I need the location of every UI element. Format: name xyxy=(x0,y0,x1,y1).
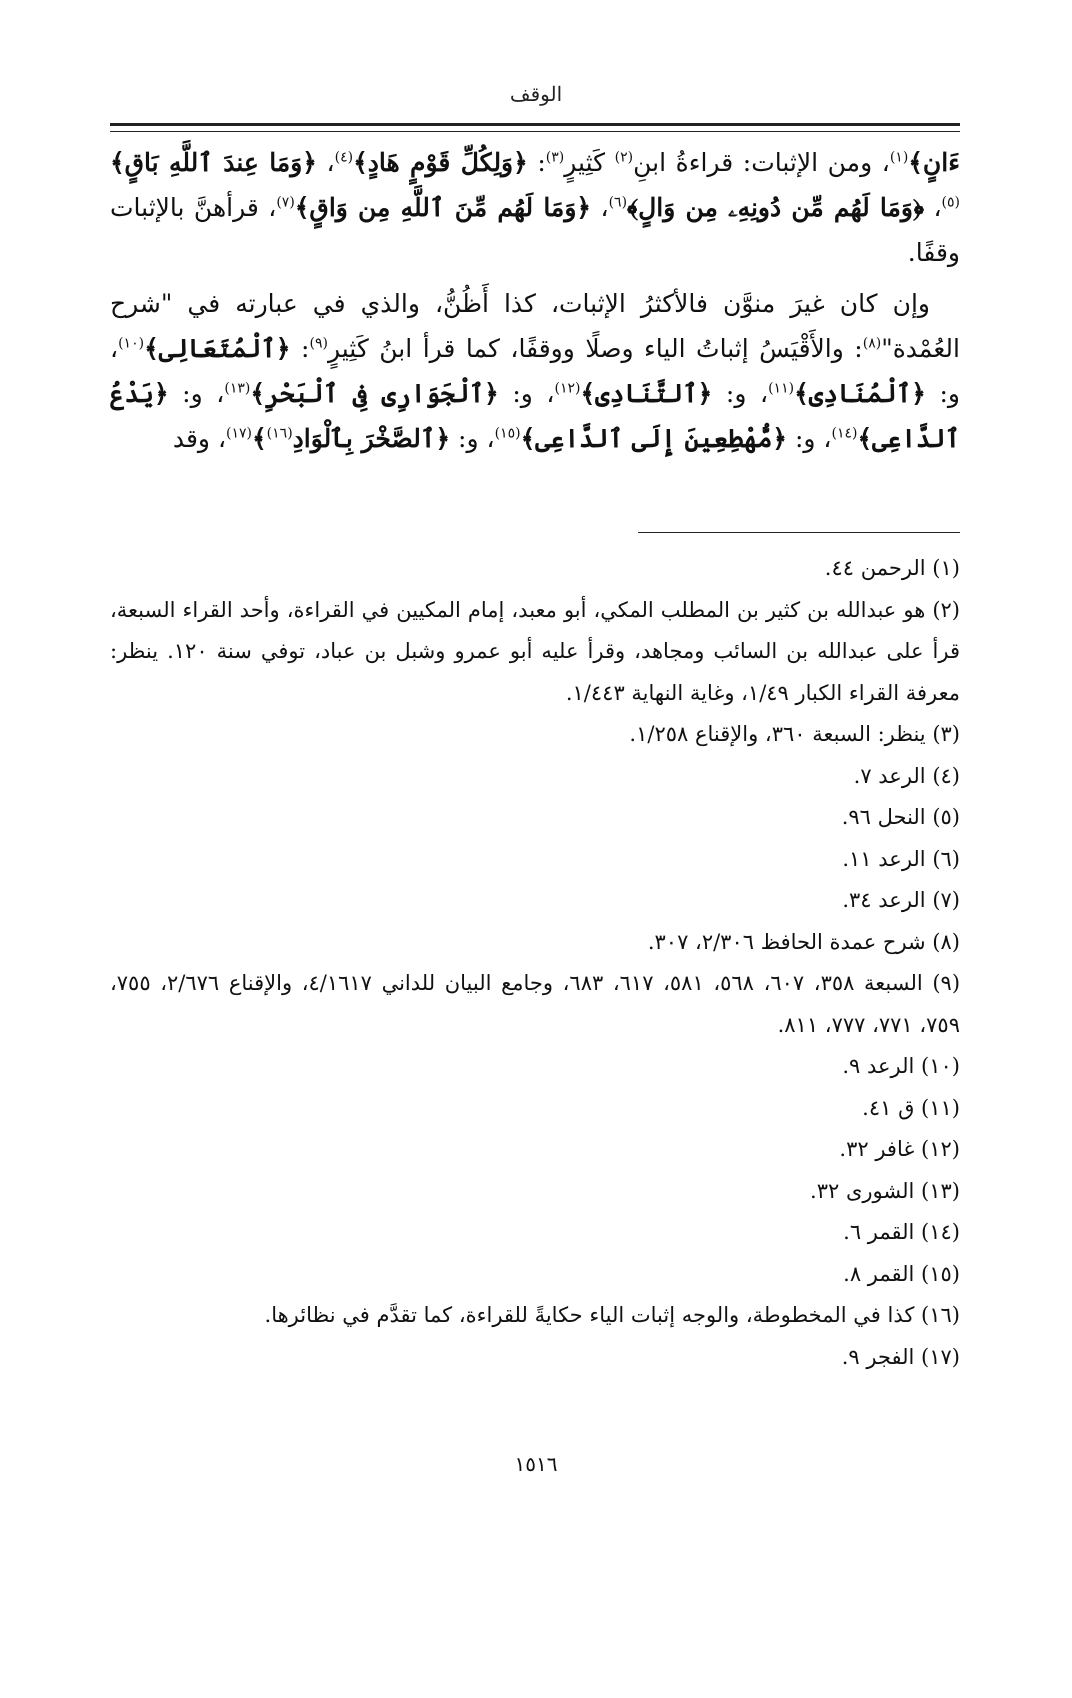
text-run: ، وقد xyxy=(172,424,227,453)
text-run: كَثِيرٍ xyxy=(564,148,615,177)
text-run: ، xyxy=(591,193,609,222)
footnote-ref: (٦) xyxy=(608,194,628,211)
quran-fragment: ءَانٍ﴾ xyxy=(908,148,960,177)
footnote-ref: (١٤) xyxy=(831,425,858,442)
footnote-ref: (٧) xyxy=(276,194,295,211)
footnote: (١٤) القمر ٦. xyxy=(843,1220,960,1244)
text-run: : xyxy=(527,148,546,177)
quran-quote: ﴿يَدْعُ ٱلدَّاعِى﴾ xyxy=(110,379,960,453)
footnote-ref: (١) xyxy=(889,149,909,166)
quran-quote: ﴿وَمَا لَهُم مِّنَ ٱللَّهِ مِن وَاقٍ﴾ xyxy=(294,193,592,222)
quran-bracket: ﴾ xyxy=(252,424,267,453)
footnote-ref: (١٣) xyxy=(224,380,251,397)
text-run: ، و: xyxy=(712,379,769,408)
text-run: ، قرأهنَّ بالإثبات وقفًا. xyxy=(110,193,960,267)
footnote: (٣) ينظر: السبعة ٣٦٠، والإقناع ١/٢٥٨. xyxy=(629,722,960,746)
footnote: (٦) الرعد ١١. xyxy=(842,846,960,871)
footnote: (١) الرحمن ٤٤. xyxy=(824,556,960,580)
paragraph-2 xyxy=(110,281,960,461)
footnote: (١١) ق ٤١. xyxy=(862,1095,960,1120)
quran-quote: ﴿ٱلصَّخْرَ بِٱلْوَادِ xyxy=(292,424,451,453)
footnote-ref: (٤) xyxy=(334,149,354,166)
footnote: (٩) السبعة ٣٥٨، ٦٠٧، ٥٦٨، ٥٨١، ٦١٧، ٦٨٣، وجامع البيان للداني ٤/١٦١٧، والإقناع ٢/٦٧٦، ٧٥٥، ٧٥٩، ٧٧١، ٧٧٧، ٨١١. xyxy=(110,971,961,1037)
page-number: ١٥١٦ xyxy=(514,1452,558,1476)
text-run: ، و: xyxy=(110,334,960,408)
header-rule-thick xyxy=(110,123,960,126)
footnote: (١٢) غافر ٣٢. xyxy=(839,1137,960,1161)
footnote: (٧) الرعد ٣٤. xyxy=(842,888,960,912)
footnote-ref: (١٦) xyxy=(266,425,293,442)
text-run: وإن كان غيرَ منوَّن فالأكثرُ الإثبات، كذا أَظُنُّ، والذي في عبارته في "شرح العُمْدة" xyxy=(110,289,960,363)
footnote: (٥) النحل ٩٦. xyxy=(841,805,960,829)
running-header: الوقف xyxy=(509,82,563,106)
footnote: (٤) الرعد ٧. xyxy=(853,763,960,788)
quran-quote: ﴿ٱلْجَوَارِى فِى ٱلْبَحْرِ﴾ xyxy=(250,379,499,408)
text-run: ، ومن الإثبات: قراءةُ ابنِ xyxy=(633,148,890,177)
quran-quote: ﴿مُّهْطِعِينَ إِلَى ٱلدَّاعِى﴾ xyxy=(520,424,787,453)
text-run: : xyxy=(290,334,310,363)
quran-quote: ﴿وَمَا لَهُم مِّن دُونِهِۦ مِن وَالٍ﴾ xyxy=(627,193,925,222)
text-run: ، و: xyxy=(787,424,832,453)
footnote-ref: (١٥) xyxy=(494,425,521,442)
footnote: (١٥) القمر ٨. xyxy=(843,1261,960,1286)
footnote-ref: (١٧) xyxy=(226,425,253,442)
text-run: ، xyxy=(316,148,335,177)
text-run: ، xyxy=(924,193,942,222)
footnote: (٢) هو عبدالله بن كثير بن المطلب المكي، أبو معبد، إمام المكيين في القراءة، وأحد القراء السبعة، قرأ على عبدالله بن السائب ومجاهد، وقرأ عليه أبو عمرو وشبل بن عباد، توفي سنة ١٢٠. ينظر: معرفة القراء الكبار ١/٤٩، وغاية النهاية ١/٤٤٣. xyxy=(110,597,960,705)
footnote: (١٣) الشورى ٣٢. xyxy=(810,1178,960,1203)
text-run: ، و: xyxy=(498,379,555,408)
paragraph-1 xyxy=(110,140,960,275)
footnote-list xyxy=(110,548,960,1378)
footnote-separator xyxy=(638,532,960,533)
main-text xyxy=(110,140,960,461)
footnote-ref: (١٠) xyxy=(118,335,145,352)
quran-quote: ﴿ٱلْمُتَعَالِى﴾ xyxy=(144,334,291,363)
quran-quote: ﴿ٱلْمُنَادِى﴾ xyxy=(794,379,926,408)
footnote: (١٦) كذا في المخطوطة، والوجه إثبات الياء حكايةً للقراءة، كما تقدَّم في نظائرها. xyxy=(264,1303,960,1327)
footnote: (٨) شرح عمدة الحافظ ٢/٣٠٦، ٣٠٧. xyxy=(647,929,960,954)
text-run: ، و: xyxy=(168,379,225,408)
text-run: : والأَقْيَسُ إثباتُ الياء وصلًا ووقفًا، كما قرأ ابنُ كَثِيرٍ xyxy=(327,334,863,363)
text-run: ، و: xyxy=(450,424,495,453)
footnote-ref: (٩) xyxy=(309,335,328,352)
footnote-ref: (١١) xyxy=(768,380,795,397)
footnote-ref: (٣) xyxy=(545,149,565,166)
footnote: (١٧) الفجر ٩. xyxy=(841,1344,960,1369)
quran-quote: ﴿وَمَا عِندَ ٱللَّهِ بَاقٍ﴾ xyxy=(110,148,317,177)
quran-quote: ﴿وَلِكُلِّ قَوْمٍ هَادٍ﴾ xyxy=(353,148,528,177)
header-rule-thin xyxy=(110,131,960,132)
footnote: (١٠) الرعد ٩. xyxy=(842,1054,960,1078)
quran-quote: ﴿ٱلتَّنَادِى﴾ xyxy=(580,379,713,408)
footnote-ref: (٥) xyxy=(941,194,961,211)
footnote-ref: (١٢) xyxy=(554,380,581,397)
footnote-ref: (٢) xyxy=(614,149,634,166)
footnote-ref: (٨) xyxy=(862,335,882,352)
